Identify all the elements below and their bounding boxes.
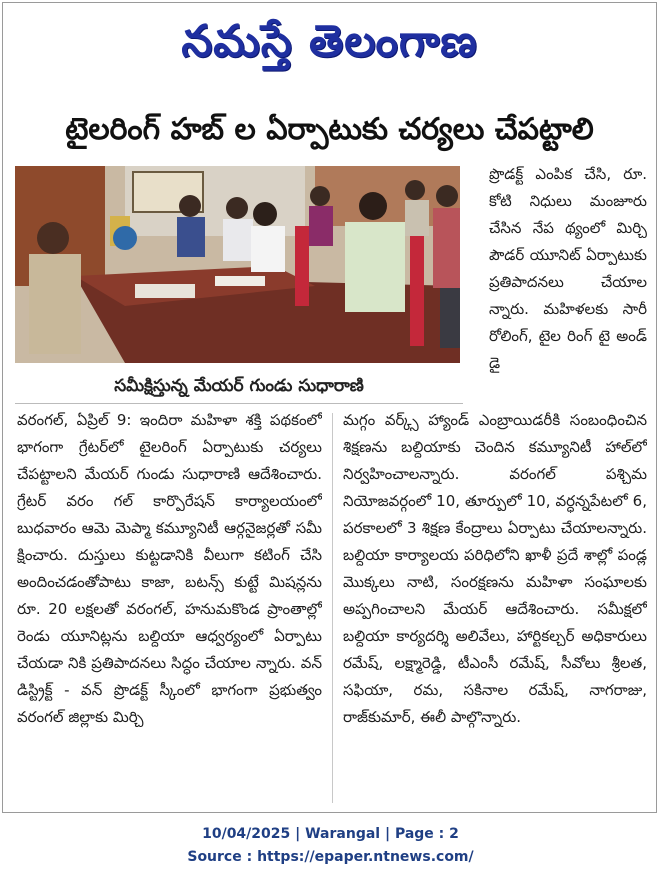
source-link[interactable]: Source : https://epaper.ntnews.com/ <box>187 849 474 865</box>
article-column-right-bottom: మగ్గం వర్క్స్ హ్యాండ్ ఎంబ్రాయిడరీకి సంబంధించిన శిక్షణను బల్దియాకు చెందిన కమ్యూనిటీ హాల్‌లో నిర్వహించాలన్నారు. వరంగల్ పశ్చిమ నియోజవర్గంలో 10, తూర్పులో 10, వర్ధన్నపేటలో 6, పరకాలలో 3 శిక్షణ కేంద్రాలు ఏర్పాటు చేయాలన్నారు. బల్దియా కార్యాలయ పరిధిలోని ఖాళీ ప్రదే శాల్లో పండ్ల మొక్కలు నాటి, సంరక్షణను మహిళా సంఘాలకు అప్పగించాలని మేయర్ ఆదేశించారు. సమీక్షలో బల్దియా కార్యదర్శి అలివేలు, హార్టికల్చర్ అధికారులు రమేష్, లక్ష్మారెడ్డి, టీఎంసీ రమేష్, సీవోలు శ్రీలత, సఫియా, రమ, సకినాల రమేష్, నాగరాజు, రాజ్‌కుమార్, ఈలీ పాల్గొన్నారు. <box>343 411 647 726</box>
photo-caption: సమీక్షిస్తున్న మేయర్ గుండు సుధారాణి <box>15 369 463 404</box>
article-photo <box>15 166 460 363</box>
article-headline: టైలరింగ్ హబ్ ల ఏర్పాటుకు చర్యలు చేపట్టాలి <box>65 112 594 147</box>
edition-info: 10/04/2025 | Warangal | Page : 2 <box>202 826 459 842</box>
article-column-right-top: ప్రొడక్ట్ ఎంపిక చేసి, రూ. కోటి నిధులు మంజూరు చేసిన నేప థ్యంలో మిర్చి పౌడర్ యూనిట్ ఏర్పాటుకు ప్రతిపాదనలు చేయాల న్నారు. మహిళలకు సారీ రోలింగ్, టైల రింగ్ టై అండ్ డై <box>489 165 647 372</box>
masthead-logo: నమస్తే తెలంగాణ <box>181 16 478 67</box>
column-divider <box>332 413 333 803</box>
article-column-left: వరంగల్, ఏప్రిల్ 9: ఇందిరా మహిళా శక్తి పథకంలో భాగంగా గ్రేటర్‌లో టైలరింగ్ ఏర్పాటుకు చర్యలు చేపట్టాలని మేయర్ గుండు సుధారాణి ఆదేశించారు. గ్రేటర్ వరం గల్ కార్పొరేషన్ కార్యాలయంలో బుధవారం ఆమె మెప్మా కమ్యూనిటీ ఆర్గనైజర్లతో సమీ క్షించారు. దుస్తులు కుట్టడానికి వీలుగా కటింగ్ చేసి అందించడంతోపాటు కాజా, బటన్స్ కుట్టే మిషన్లను రూ. 20 లక్షలతో వరంగల్, హనుమకొండ ప్రాంతాల్లో రెండు యూనిట్లను బల్దియా ఆధ్వర్యంలో ఏర్పాటు చేయడా నికి ప్రతిపాదనలు సిద్ధం చేయాల న్నారు. వన్ డిస్ట్రిక్ట్ - వన్ ప్రొడక్ట్ స్కీంలో భాగంగా ప్రభుత్వం వరంగల్ జిల్లాకు మిర్చి <box>17 411 322 726</box>
newspaper-clipping <box>2 2 657 813</box>
meeting-photo-illustration <box>15 166 460 363</box>
